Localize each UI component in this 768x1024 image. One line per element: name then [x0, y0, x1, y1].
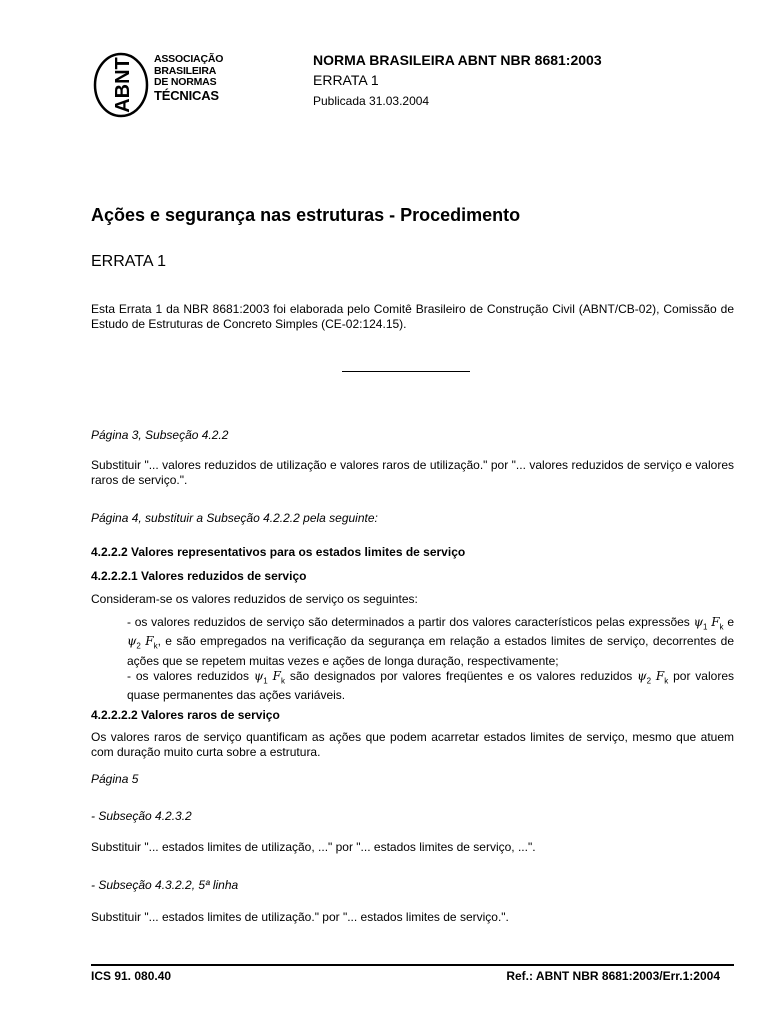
publication-date: Publicada 31.03.2004 [313, 94, 430, 108]
abnt-logo [92, 50, 222, 120]
page3-text: Substituir "... valores reduzidos de utilização e valores raros de utilização." por "... valores reduzidos de serviço e valores raros de serviço.". [91, 458, 734, 487]
page5-reference: Página 5 [91, 772, 139, 786]
abnt-seal-icon [92, 50, 150, 120]
norma-title: NORMA BRASILEIRA ABNT NBR 8681:2003 [313, 52, 602, 68]
subsection-4322-text: Substituir "... estados limites de utilização." por "... estados limites de serviço.". [91, 910, 509, 924]
errata-label: ERRATA 1 [313, 72, 379, 88]
svg-text:ABNT: ABNT [112, 57, 134, 113]
consider-text: Consideram-se os valores reduzidos de serviço os seguintes: [91, 592, 418, 606]
footer-divider [91, 964, 734, 966]
intro-paragraph: Esta Errata 1 da NBR 8681:2003 foi elaborada pelo Comitê Brasileiro de Construção Civil (ABNT/CB-02), Comissão de Estudo de Estruturas de Concreto Simples (CE-02:124.15). [91, 302, 734, 331]
document-header [313, 52, 602, 108]
raros-text: Os valores raros de serviço quantificam as ações que podem acarretar estados limites de serviço, mesmo que atuem com duração muito curta sobre a estrutura. [91, 730, 734, 759]
footer-ics: ICS 91. 080.40 [91, 969, 172, 983]
page-title: Ações e segurança nas estruturas - Procedimento [91, 205, 521, 225]
page3-reference: Página 3, Subseção 4.2.2 [91, 428, 229, 442]
heading-42222: 4.2.2.2.2 Valores raros de serviço [91, 708, 280, 722]
bullet-1: - os valores reduzidos de serviço são determinados a partir dos valores característicos pelas expressões $\psi_1$ $F_k$ e $\psi_2$ $F_k$, e são empregados na verificação da segurança em relação a estados limites de serviço, decorrentes de ações que se repetem muitas vezes e ações de longa duração, respectivamente; [127, 615, 734, 668]
subsection-4232-reference: - Subseção 4.2.3.2 [91, 809, 192, 823]
footer-reference: Ref.: ABNT NBR 8681:2003/Err.1:2004 [506, 969, 720, 983]
subsection-4232-text: Substituir "... estados limites de utilização, ..." por "... estados limites de serviço, ...". [91, 840, 536, 854]
subsection-4322-reference: - Subseção 4.3.2.2, 5ª linha [91, 878, 239, 892]
page4-reference: Página 4, substituir a Subseção 4.2.2.2 pela seguinte: [91, 511, 378, 525]
separator-line [342, 371, 470, 372]
heading-42221: 4.2.2.2.1 Valores reduzidos de serviço [91, 569, 307, 583]
page-subtitle: ERRATA 1 [91, 253, 166, 270]
org-name: ASSOCIAÇÃO BRASILEIRA DE NORMAS TÉCNICAS [154, 53, 224, 103]
bullet-2: - os valores reduzidos $\psi_1$ $F_k$ são designados por valores freqüentes e os valores reduzidos $\psi_2$ $F_k$ por valores quase permanentes das ações variáveis. [127, 669, 734, 703]
heading-4222: 4.2.2.2 Valores representativos para os estados limites de serviço [91, 545, 466, 559]
